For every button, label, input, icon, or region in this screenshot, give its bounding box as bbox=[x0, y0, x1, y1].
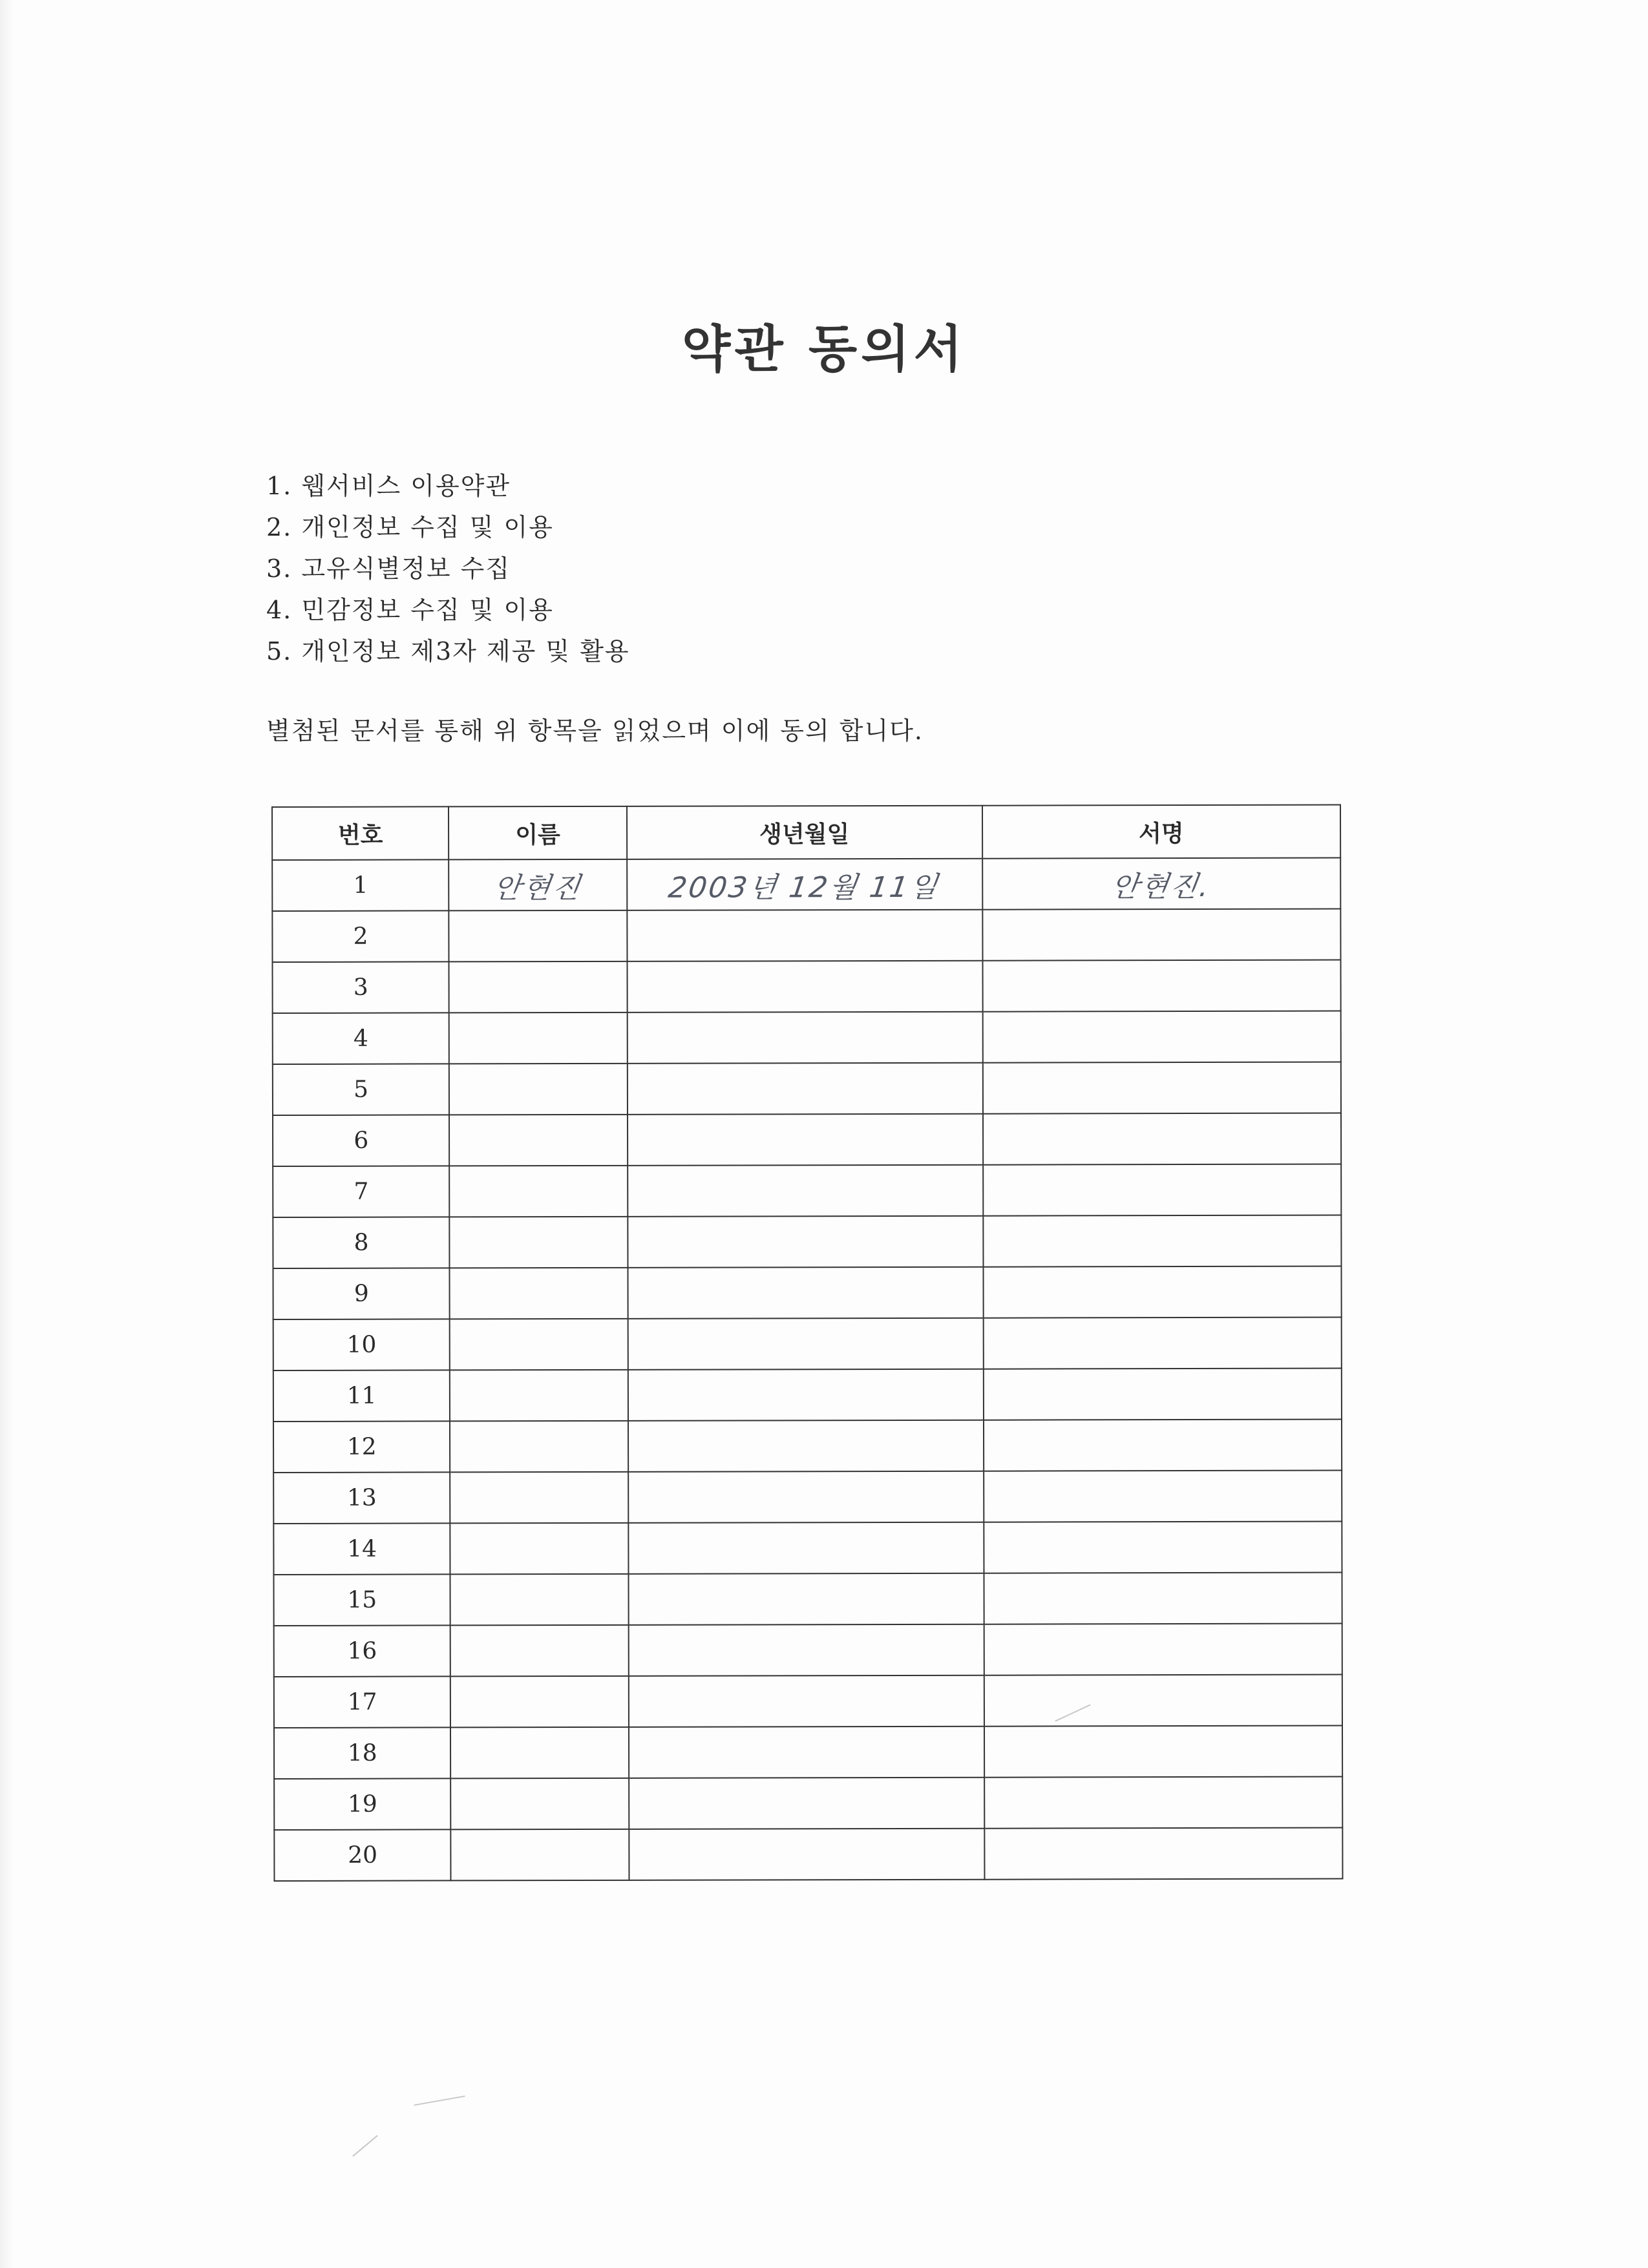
table-row bbox=[274, 1777, 1342, 1830]
row-birthdate-handwritten: 2003년 12월 11일 bbox=[666, 870, 942, 905]
terms-item: 3. 고유식별정보 수집 bbox=[266, 554, 511, 583]
row-number: 6 bbox=[273, 1115, 450, 1166]
table-row bbox=[274, 1828, 1342, 1881]
signature-table bbox=[271, 804, 1343, 1882]
row-name bbox=[450, 1472, 628, 1524]
table-header-row bbox=[272, 805, 1340, 860]
row-number: 7 bbox=[273, 1166, 450, 1217]
row-name bbox=[450, 1268, 628, 1319]
row-name bbox=[449, 1115, 627, 1166]
agreement-statement: 별첨된 문서를 통해 위 항목을 읽었으며 이에 동의 합니다. bbox=[266, 717, 924, 745]
row-birthdate bbox=[629, 1778, 984, 1829]
row-name bbox=[450, 1625, 628, 1677]
scan-mark bbox=[414, 2095, 465, 2106]
row-name bbox=[451, 1829, 629, 1881]
row-signature bbox=[983, 1215, 1342, 1267]
terms-item: 1. 웹서비스 이용약관 bbox=[266, 472, 511, 500]
row-number: 10 bbox=[273, 1319, 450, 1370]
row-birthdate bbox=[628, 1573, 984, 1625]
row-signature bbox=[983, 1318, 1342, 1369]
table-row bbox=[274, 1675, 1342, 1728]
row-name bbox=[450, 1676, 628, 1728]
row-number: 13 bbox=[273, 1472, 450, 1524]
row-name bbox=[450, 1778, 628, 1830]
row-signature bbox=[984, 1675, 1342, 1727]
row-signature bbox=[984, 1726, 1343, 1778]
row-signature bbox=[984, 1573, 1342, 1624]
row-name bbox=[450, 1370, 628, 1422]
row-name bbox=[449, 859, 627, 911]
row-signature bbox=[982, 960, 1341, 1012]
table-row bbox=[273, 1113, 1341, 1166]
table-row bbox=[273, 1062, 1341, 1115]
row-number: 11 bbox=[273, 1370, 450, 1422]
table-body bbox=[272, 858, 1342, 1881]
table-row bbox=[272, 858, 1340, 911]
terms-item: 2. 개인정보 수집 및 이용 bbox=[266, 513, 554, 541]
row-signature-handwritten: 안현진. bbox=[1109, 870, 1213, 903]
row-birthdate bbox=[628, 1420, 984, 1472]
row-birthdate bbox=[627, 859, 982, 910]
row-birthdate bbox=[628, 1522, 984, 1574]
row-birthdate bbox=[627, 910, 982, 961]
row-name bbox=[450, 1574, 628, 1626]
table-row bbox=[273, 1573, 1342, 1626]
table-row bbox=[273, 1215, 1341, 1268]
row-birthdate bbox=[628, 1114, 983, 1166]
row-signature bbox=[983, 1164, 1342, 1216]
row-name bbox=[449, 961, 627, 1013]
row-number: 9 bbox=[273, 1268, 450, 1319]
row-birthdate bbox=[628, 1216, 983, 1268]
row-number: 17 bbox=[274, 1676, 451, 1728]
table-row bbox=[273, 1266, 1341, 1319]
row-signature bbox=[984, 1471, 1342, 1522]
row-birthdate bbox=[628, 1318, 983, 1370]
row-name bbox=[449, 1013, 627, 1064]
row-name bbox=[450, 1523, 628, 1575]
row-number: 14 bbox=[273, 1523, 450, 1575]
row-birthdate bbox=[628, 1471, 984, 1523]
terms-item: 4. 민감정보 수집 및 이용 bbox=[266, 596, 554, 624]
row-signature bbox=[983, 1369, 1342, 1420]
row-signature bbox=[984, 1420, 1342, 1471]
row-name bbox=[449, 910, 627, 962]
row-birthdate bbox=[629, 1829, 984, 1880]
row-name bbox=[450, 1727, 628, 1779]
row-birthdate bbox=[627, 1012, 982, 1064]
table-row bbox=[272, 909, 1340, 962]
document-title: 약관 동의서 bbox=[682, 320, 966, 379]
table-row bbox=[273, 1164, 1341, 1217]
row-name bbox=[450, 1217, 628, 1268]
row-signature bbox=[982, 909, 1341, 961]
table-row bbox=[273, 1420, 1342, 1473]
terms-item: 5. 개인정보 제3자 제공 및 활용 bbox=[266, 637, 630, 666]
table-row bbox=[273, 1011, 1341, 1064]
header-signature: 서명 bbox=[982, 805, 1341, 859]
row-signature bbox=[983, 1113, 1342, 1165]
row-name bbox=[450, 1421, 628, 1473]
row-number: 18 bbox=[274, 1727, 451, 1779]
header-number: 번호 bbox=[272, 806, 449, 860]
row-signature bbox=[984, 1522, 1342, 1573]
table-row bbox=[273, 1522, 1342, 1575]
table-row bbox=[274, 1726, 1342, 1779]
row-birthdate bbox=[628, 1624, 984, 1676]
row-number: 20 bbox=[274, 1829, 451, 1881]
row-signature bbox=[982, 1011, 1341, 1063]
row-birthdate bbox=[628, 1063, 983, 1115]
row-signature bbox=[982, 1062, 1341, 1114]
header-name: 이름 bbox=[449, 806, 626, 860]
row-birthdate bbox=[628, 1675, 984, 1727]
table-row bbox=[273, 1471, 1342, 1524]
row-number: 1 bbox=[272, 859, 449, 911]
row-name-handwritten: 안현진 bbox=[491, 871, 584, 905]
row-birthdate bbox=[628, 1267, 983, 1319]
row-number: 8 bbox=[273, 1217, 450, 1268]
scan-mark bbox=[352, 2135, 378, 2157]
row-number: 12 bbox=[273, 1421, 450, 1473]
row-number: 5 bbox=[273, 1064, 450, 1115]
header-birthdate: 생년월일 bbox=[627, 806, 982, 859]
row-number: 4 bbox=[273, 1013, 450, 1064]
row-number: 2 bbox=[272, 910, 449, 962]
row-name bbox=[450, 1166, 628, 1217]
row-signature bbox=[984, 1828, 1343, 1880]
row-birthdate bbox=[628, 1369, 983, 1421]
row-signature bbox=[983, 1266, 1342, 1318]
terms-list bbox=[266, 465, 630, 672]
row-signature bbox=[982, 858, 1341, 910]
row-birthdate bbox=[629, 1727, 984, 1778]
row-number: 15 bbox=[273, 1574, 450, 1626]
row-birthdate bbox=[628, 1165, 983, 1217]
row-number: 19 bbox=[274, 1778, 451, 1830]
row-signature bbox=[984, 1777, 1343, 1829]
row-name bbox=[450, 1319, 628, 1370]
row-number: 3 bbox=[273, 961, 450, 1013]
row-number: 16 bbox=[274, 1625, 451, 1677]
row-birthdate bbox=[627, 961, 982, 1013]
table-row bbox=[273, 960, 1341, 1013]
table-row bbox=[273, 1369, 1342, 1422]
table-row bbox=[274, 1624, 1342, 1677]
row-name bbox=[449, 1064, 627, 1115]
row-signature bbox=[984, 1624, 1342, 1675]
table-row bbox=[273, 1318, 1342, 1370]
